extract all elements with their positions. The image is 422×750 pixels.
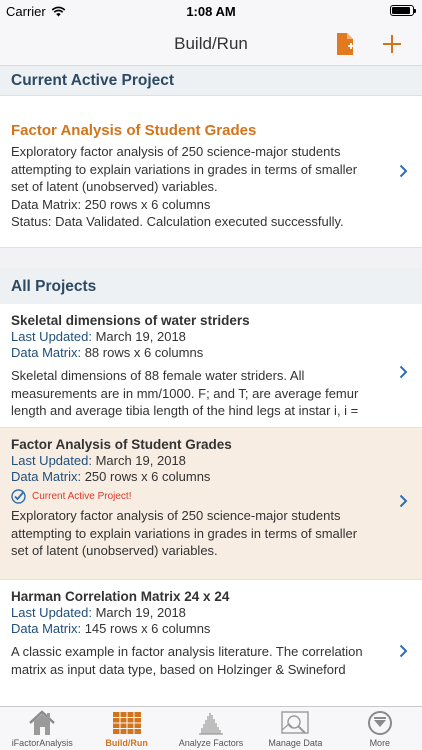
status-time: 1:08 AM (186, 4, 236, 19)
section-spacer (0, 248, 422, 268)
checkmark-circle-icon (11, 489, 26, 504)
project-data-matrix: Data Matrix: 145 rows x 6 columns (11, 621, 211, 636)
add-project-button[interactable] (377, 30, 407, 58)
project-last-updated: Last Updated: March 19, 2018 (11, 605, 186, 620)
tab-ifactoranalysis[interactable] (0, 707, 84, 750)
current-project-header: Current Active Project (0, 66, 422, 96)
tab-label: iFactorAnalysis (11, 738, 73, 748)
tab-label: More (369, 738, 391, 748)
project-row[interactable] (0, 580, 422, 706)
project-name: Factor Analysis of Student Grades (11, 437, 232, 452)
more-icon (366, 710, 394, 736)
project-row[interactable] (0, 304, 422, 428)
all-projects-header: All Projects (0, 268, 422, 304)
plus-icon (382, 34, 402, 54)
chevron-right-icon[interactable] (396, 644, 410, 658)
project-data-matrix: Data Matrix: 250 rows x 6 columns (11, 469, 211, 484)
battery-level-fill (392, 7, 410, 14)
grid-icon (112, 710, 142, 736)
page-title: Build/Run (174, 34, 248, 53)
chevron-right-icon[interactable] (396, 164, 410, 178)
tab-label: Build/Run (105, 738, 148, 748)
data-image-icon (280, 710, 310, 736)
project-name: Skeletal dimensions of water striders (11, 313, 250, 328)
project-list-scroll[interactable] (0, 66, 422, 706)
histogram-icon (196, 710, 226, 736)
project-last-updated: Last Updated: March 19, 2018 (11, 453, 186, 468)
project-description: Skeletal dimensions of 88 female water striders. All measurements are in mm/1000. F; and T; are average femur length and average tibia length of the hind legs at instar i, i = (11, 368, 359, 418)
current-project-description: Exploratory factor analysis of 250 science-major students attempting to explain variations in grades in terms of smaller set of latent (unobserved) variables. Data Matrix: 250 rows x 6 columns Status: Data Validated. Calculation executed successfully. (11, 144, 358, 229)
active-project-label: Current Active Project! (32, 491, 132, 502)
project-description: A classic example in factor analysis literature. The correlation matrix as input data type, based on Holzinger & Swineford (11, 644, 363, 677)
battery-icon (390, 5, 414, 16)
tab-label: Manage Data (268, 738, 323, 748)
current-project-card[interactable] (0, 96, 422, 248)
tab-manage-data[interactable] (253, 707, 337, 750)
project-data-matrix: Data Matrix: 88 rows x 6 columns (11, 345, 204, 360)
project-row-active[interactable] (0, 428, 422, 580)
current-project-title: Factor Analysis of Student Grades (11, 122, 257, 139)
tab-bar (0, 706, 422, 750)
project-last-updated: Last Updated: March 19, 2018 (11, 329, 186, 344)
chevron-right-icon[interactable] (396, 365, 410, 379)
status-bar (0, 0, 422, 22)
chevron-right-icon[interactable] (396, 494, 410, 508)
tab-build-run[interactable] (84, 707, 168, 750)
tab-label: Analyze Factors (178, 738, 244, 748)
project-name: Harman Correlation Matrix 24 x 24 (11, 589, 230, 604)
tab-analyze-factors[interactable] (169, 707, 253, 750)
active-project-flag (11, 489, 382, 504)
navigation-bar (0, 22, 422, 66)
tab-more[interactable] (338, 707, 422, 750)
new-file-button[interactable] (330, 30, 360, 58)
project-description: Exploratory factor analysis of 250 science-major students attempting to explain variations in grades in terms of smaller set of latent (unobserved) variables. (11, 508, 358, 558)
new-file-icon (334, 32, 356, 56)
carrier-label: Carrier (6, 4, 46, 19)
home-icon (28, 710, 56, 736)
